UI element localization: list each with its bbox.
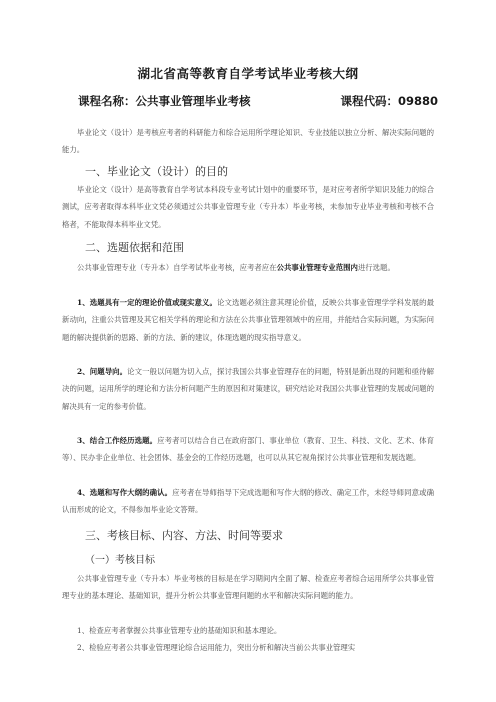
intro-text: 毕业论文（设计）是考核应考者的科研能力和综合运用所学理论知识、专业技能以独立分析、解决实际问题的能力。	[62, 128, 434, 155]
section-1-heading: 一、毕业论文（设计）的目的	[85, 165, 228, 178]
item-3-lead: 3、结合工作经历选题。	[77, 436, 158, 445]
section-2-item-2	[62, 363, 434, 415]
section-3-item-2-text: 2、检验应考者公共事业管理理论综合运用能力，突出分析和解决当前公共事业管理实	[77, 643, 356, 652]
section-2-intro-c: 进行选题。	[357, 263, 395, 272]
section-3-subheading: （一）考核目标	[85, 555, 155, 566]
section-2-item-4	[62, 484, 434, 519]
intro-paragraph	[62, 124, 434, 159]
section-3-paragraph	[62, 570, 434, 605]
item-1-lead: 1、选题具有一定的理论价值或现实意义。	[77, 298, 217, 307]
section-2-intro-emphasis: 公共事业管理专业范围内	[276, 263, 358, 272]
item-2-text: 论文一般以问题为切入点，探讨我国公共事业管理存在的问题，特别是新出现的问题和亟待解决的问题，运用所学的理论和方法分析问题产生的原因和对策建议，研究结论对我国公共事业管理的发展或问题的解决具有一定的参考价值。	[62, 367, 434, 411]
item-4-text: 应考者在导师指导下完成选题和写作大纲的修改、确定工作，未经导师同意或确认而形成的论文，不得参加毕业论文答辩。	[62, 488, 434, 515]
section-3-heading: 三、考核目标、内容、方法、时间等要求	[85, 529, 283, 542]
section-3-item-2	[62, 639, 434, 656]
course-info-line	[78, 93, 438, 109]
course-name: 课程名称：公共事业管理毕业考核	[78, 94, 251, 108]
section-3-item-1-text: 1、检查应考者掌握公共事业管理专业的基础知识和基本理论。	[77, 626, 282, 635]
section-2-heading: 二、选题依据和范围	[85, 241, 184, 254]
section-1-text: 毕业论文（设计）是高等教育自学考试本科段专业考试计划中的重要环节，是对应考者所学知识及能力的综合测试，应考者取得本科毕业文凭必须通过公共事业管理专业（专升本）毕业考核，未参加专业毕业考核和考核不合格者，不能取得本科毕业文凭。	[62, 185, 434, 229]
document-title: 湖北省高等教育自学考试毕业考核大纲	[137, 66, 359, 81]
item-4-lead: 4、选题和写作大纲的确认。	[77, 488, 173, 497]
section-1-paragraph	[62, 181, 434, 233]
section-3-text: 公共事业管理专业（专升本）毕业考核的目标是在学习期间内全面了解、检查应考者综合运用所学公共事业管理专业的基本理论、基础知识，提升分析公共事业管理问题的水平和解决实际问题的能力。	[62, 574, 434, 601]
section-3-item-1	[62, 622, 434, 639]
course-code: 课程代码：09880	[340, 94, 438, 108]
item-2-lead: 2、问题导向。	[77, 367, 128, 376]
section-2-item-3	[62, 432, 434, 467]
section-2-intro	[62, 259, 434, 276]
item-3-text: 应考者可以结合自己在政府部门、事业单位（教育、卫生、科技、文化、艺术、体育等）、民办非企业单位、社会团体、基金会的工作经历选题，也可以从其它视角探讨公共事业管理和发展选题。	[62, 436, 434, 463]
section-2-intro-a: 公共事业管理专业（专升本）自学考试毕业考核，应考者应在	[77, 263, 277, 272]
section-2-item-1	[62, 294, 434, 346]
item-1-text: 论文选题必须注意其理论价值，反映公共事业管理学学科发展的最新动向，注重公共管理及其它相关学科的理论和方法在公共事业管理领域中的应用，并能结合实际问题，为实际问题的解决提供新的思路、新的方法、新的建议，体现选题的现实指导意义。	[62, 298, 434, 342]
